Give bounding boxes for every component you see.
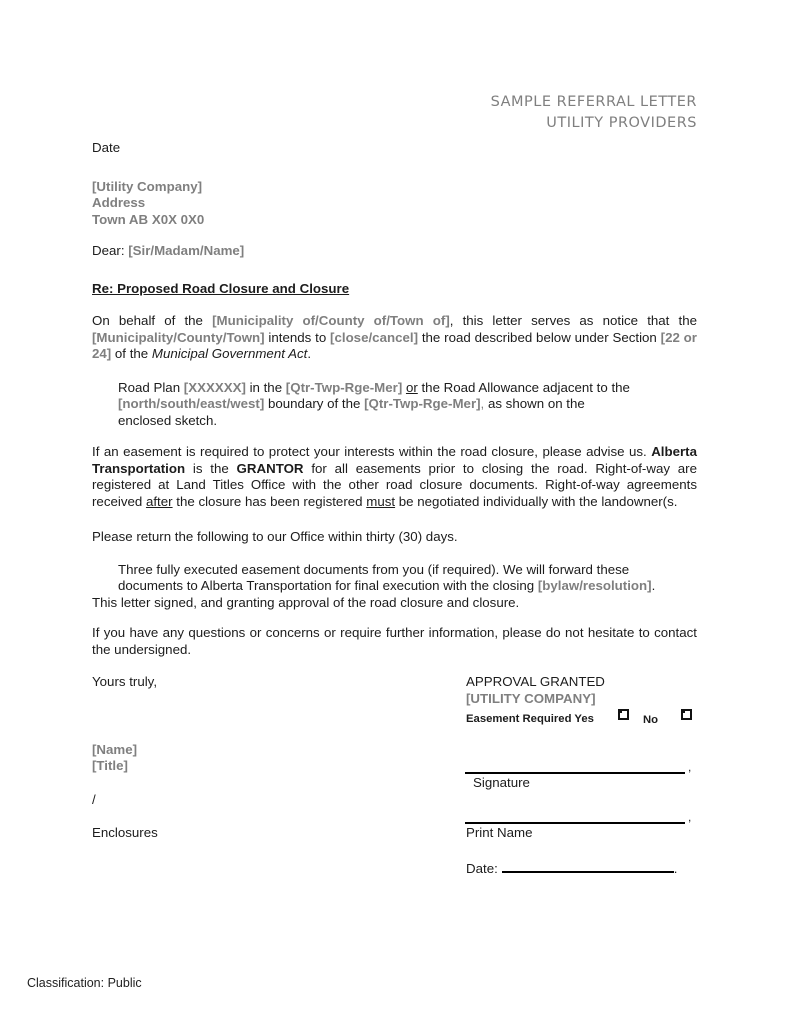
signature-line — [465, 762, 685, 774]
easement-required-label: Easement Required Yes — [466, 713, 594, 725]
approval-date-row — [466, 858, 678, 878]
signature-label: Signature — [473, 775, 530, 790]
approval-date-period: . — [673, 861, 678, 876]
paragraph-easement: If an easement is required to protect your interests within the road closure, please advise us. Alberta Transportation is the GRANTOR for all easements prior to closing the road. Right-of-way are registered at Land Titles Office with the other road closure documents. Right-of-way agreements received after the closure has been registered must be negotiated individually with the landowner(s. — [92, 444, 697, 509]
paragraph-three-documents: Three fully executed easement documents from you (if required). We will forward these documents to Alberta Transportation for final execution with the closing [bylaw/resolution]. — [118, 561, 656, 593]
approval-company-placeholder: [UTILITY COMPANY] — [466, 691, 596, 706]
print-name-line-comma: , — [688, 810, 692, 824]
subject-text: Re: Proposed Road Closure and Closure — [92, 280, 350, 296]
letter-content — [92, 0, 697, 899]
letter-title-line2: UTILITY PROVIDERS — [546, 115, 697, 131]
easement-yes-checkbox[interactable] — [618, 709, 629, 720]
paragraph-this-letter: This letter signed, and granting approval of the road closure and closure. — [92, 594, 520, 610]
print-name-label: Print Name — [466, 825, 533, 840]
letter-title — [92, 92, 697, 134]
initials-slash: / — [92, 792, 96, 807]
recipient-address-placeholder: Address — [92, 195, 146, 210]
approval-date-line — [502, 858, 674, 873]
print-name-line — [465, 812, 685, 824]
approval-granted-label: APPROVAL GRANTED — [466, 674, 605, 689]
easement-required-row — [466, 711, 701, 725]
enclosures-label: Enclosures — [92, 825, 158, 840]
easement-no-label: No — [643, 714, 659, 726]
paragraph-on-behalf: On behalf of the [Municipality of/County of/Town of], this letter serves as notice that the [Municipality/County/Town] intends to [close/cancel] the road described below under Section [22 or 24] of the Municipal Government Act. — [92, 313, 697, 361]
easement-no-checkbox[interactable] — [681, 709, 692, 720]
sender-name-placeholder: [Name] — [92, 742, 138, 757]
salutation: Dear: [Sir/Madam/Name] — [92, 243, 245, 258]
recipient-company-placeholder: [Utility Company] — [92, 178, 203, 194]
signature-section — [92, 674, 697, 899]
date-label: Date — [92, 140, 121, 155]
approval-date-label: Date: — [466, 861, 498, 876]
paragraph-please-return: Please return the following to our Office within thirty (30) days. — [92, 529, 458, 544]
letter-title-line1: SAMPLE REFERRAL LETTER — [490, 94, 697, 110]
sender-title-placeholder: [Title] — [92, 758, 128, 773]
paragraph-road-plan: Road Plan [XXXXXX] in the [Qtr-Twp-Rge-Mer] or the Road Allowance adjacent to the [north/south/east/west] boundary of the [Qtr-Twp-Rge-Mer], as shown on the enclosed sketch. — [118, 379, 630, 428]
classification-footer: Classification: Public — [27, 976, 142, 990]
subject-line — [92, 281, 697, 298]
recipient-town-placeholder: Town AB X0X 0X0 — [92, 211, 205, 227]
approval-block — [466, 674, 701, 899]
signature-line-comma: , — [688, 760, 692, 774]
recipient-block — [92, 179, 697, 229]
yours-truly: Yours truly, — [92, 674, 158, 689]
paragraph-questions: If you have any questions or concerns or require further information, please do not hesitate to contact the undersigned. — [92, 625, 697, 657]
